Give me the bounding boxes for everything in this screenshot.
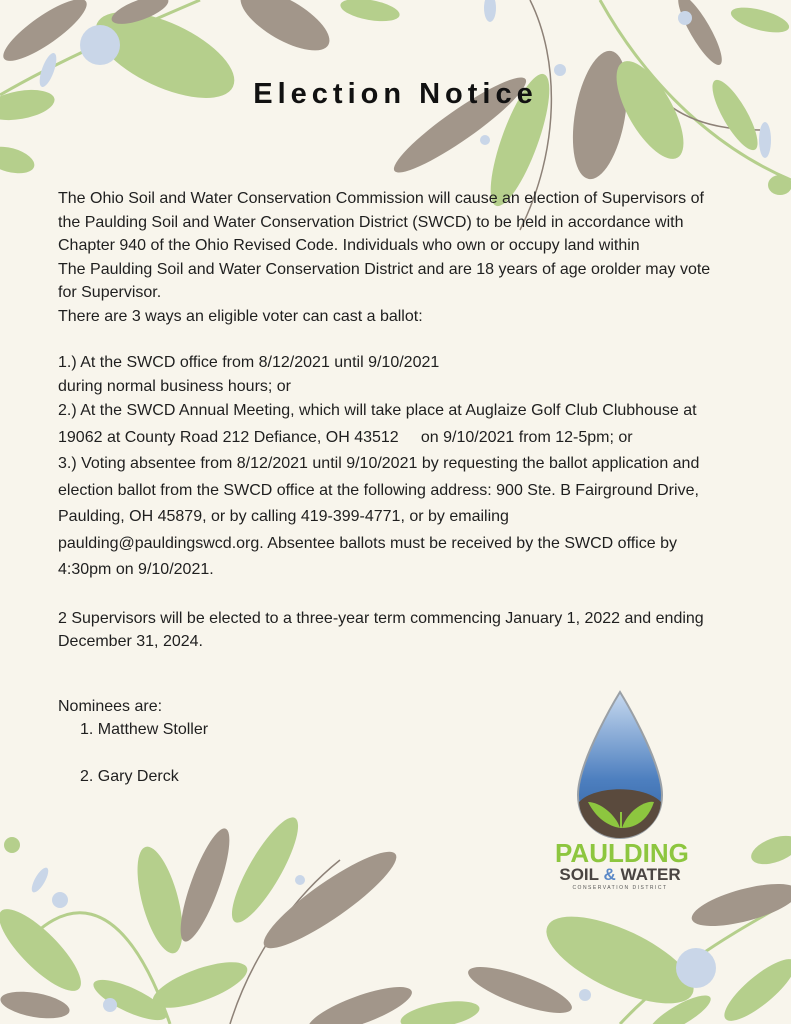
intro-line: The Ohio Soil and Water Conservation Commission will cause an election of Supervisors of — [58, 190, 704, 207]
term-line: December 31, 2024. — [58, 633, 203, 650]
intro-line: for Supervisor. — [58, 284, 162, 301]
page-title: Election Notice — [253, 78, 538, 110]
intro-line: the Paulding Soil and Water Conservation District (SWCD) to be held in accordance with — [58, 213, 684, 231]
nominee-item: 2. Gary Derck — [80, 768, 179, 785]
intro-line: Chapter 940 of the Ohio Revised Code. Individuals who own or occupy land within — [58, 237, 640, 254]
intro-line: There are 3 ways an eligible voter can cast a ballot: — [58, 307, 423, 325]
option-line: Paulding, OH 45879, or by calling 419-399-4771, or by emailing — [58, 508, 509, 525]
option-line: during normal business hours; or — [58, 377, 292, 395]
nominee-item: 1. Matthew Stoller — [80, 721, 209, 738]
logo-conservation-district: CONSERVATION DISTRICT — [572, 885, 668, 891]
option-line: 19062 at County Road 212 Defiance, OH 43512 on 9/10/2021 from 12-5pm; or — [58, 428, 633, 446]
option-line: election ballot from the SWCD office at the following address: 900 Ste. B Fairground Drive, — [58, 481, 699, 499]
option-line: 4:30pm on 9/10/2021. — [58, 561, 214, 578]
term-line: 2 Supervisors will be elected to a three-year term commencing January 1, 2022 and ending — [58, 609, 704, 627]
nominees-label: Nominees are: — [58, 697, 163, 715]
option-line: 1.) At the SWCD office from 8/12/2021 until 9/10/2021 — [58, 354, 440, 371]
logo-soil-water: SOIL & WATER — [559, 865, 681, 884]
option-line: paulding@pauldingswcd.org. Absentee ballots must be received by the SWCD office by — [58, 534, 677, 552]
intro-line: The Paulding Soil and Water Conservation District and are 18 years of age orolder may vote — [58, 260, 711, 278]
option-line: 2.) At the SWCD Annual Meeting, which will take place at Auglaize Golf Club Clubhouse at — [58, 402, 697, 419]
option-line: 3.) Voting absentee from 8/12/2021 until 9/10/2021 by requesting the ballot application and — [58, 455, 700, 472]
logo-paulding: PAULDING — [555, 838, 689, 868]
